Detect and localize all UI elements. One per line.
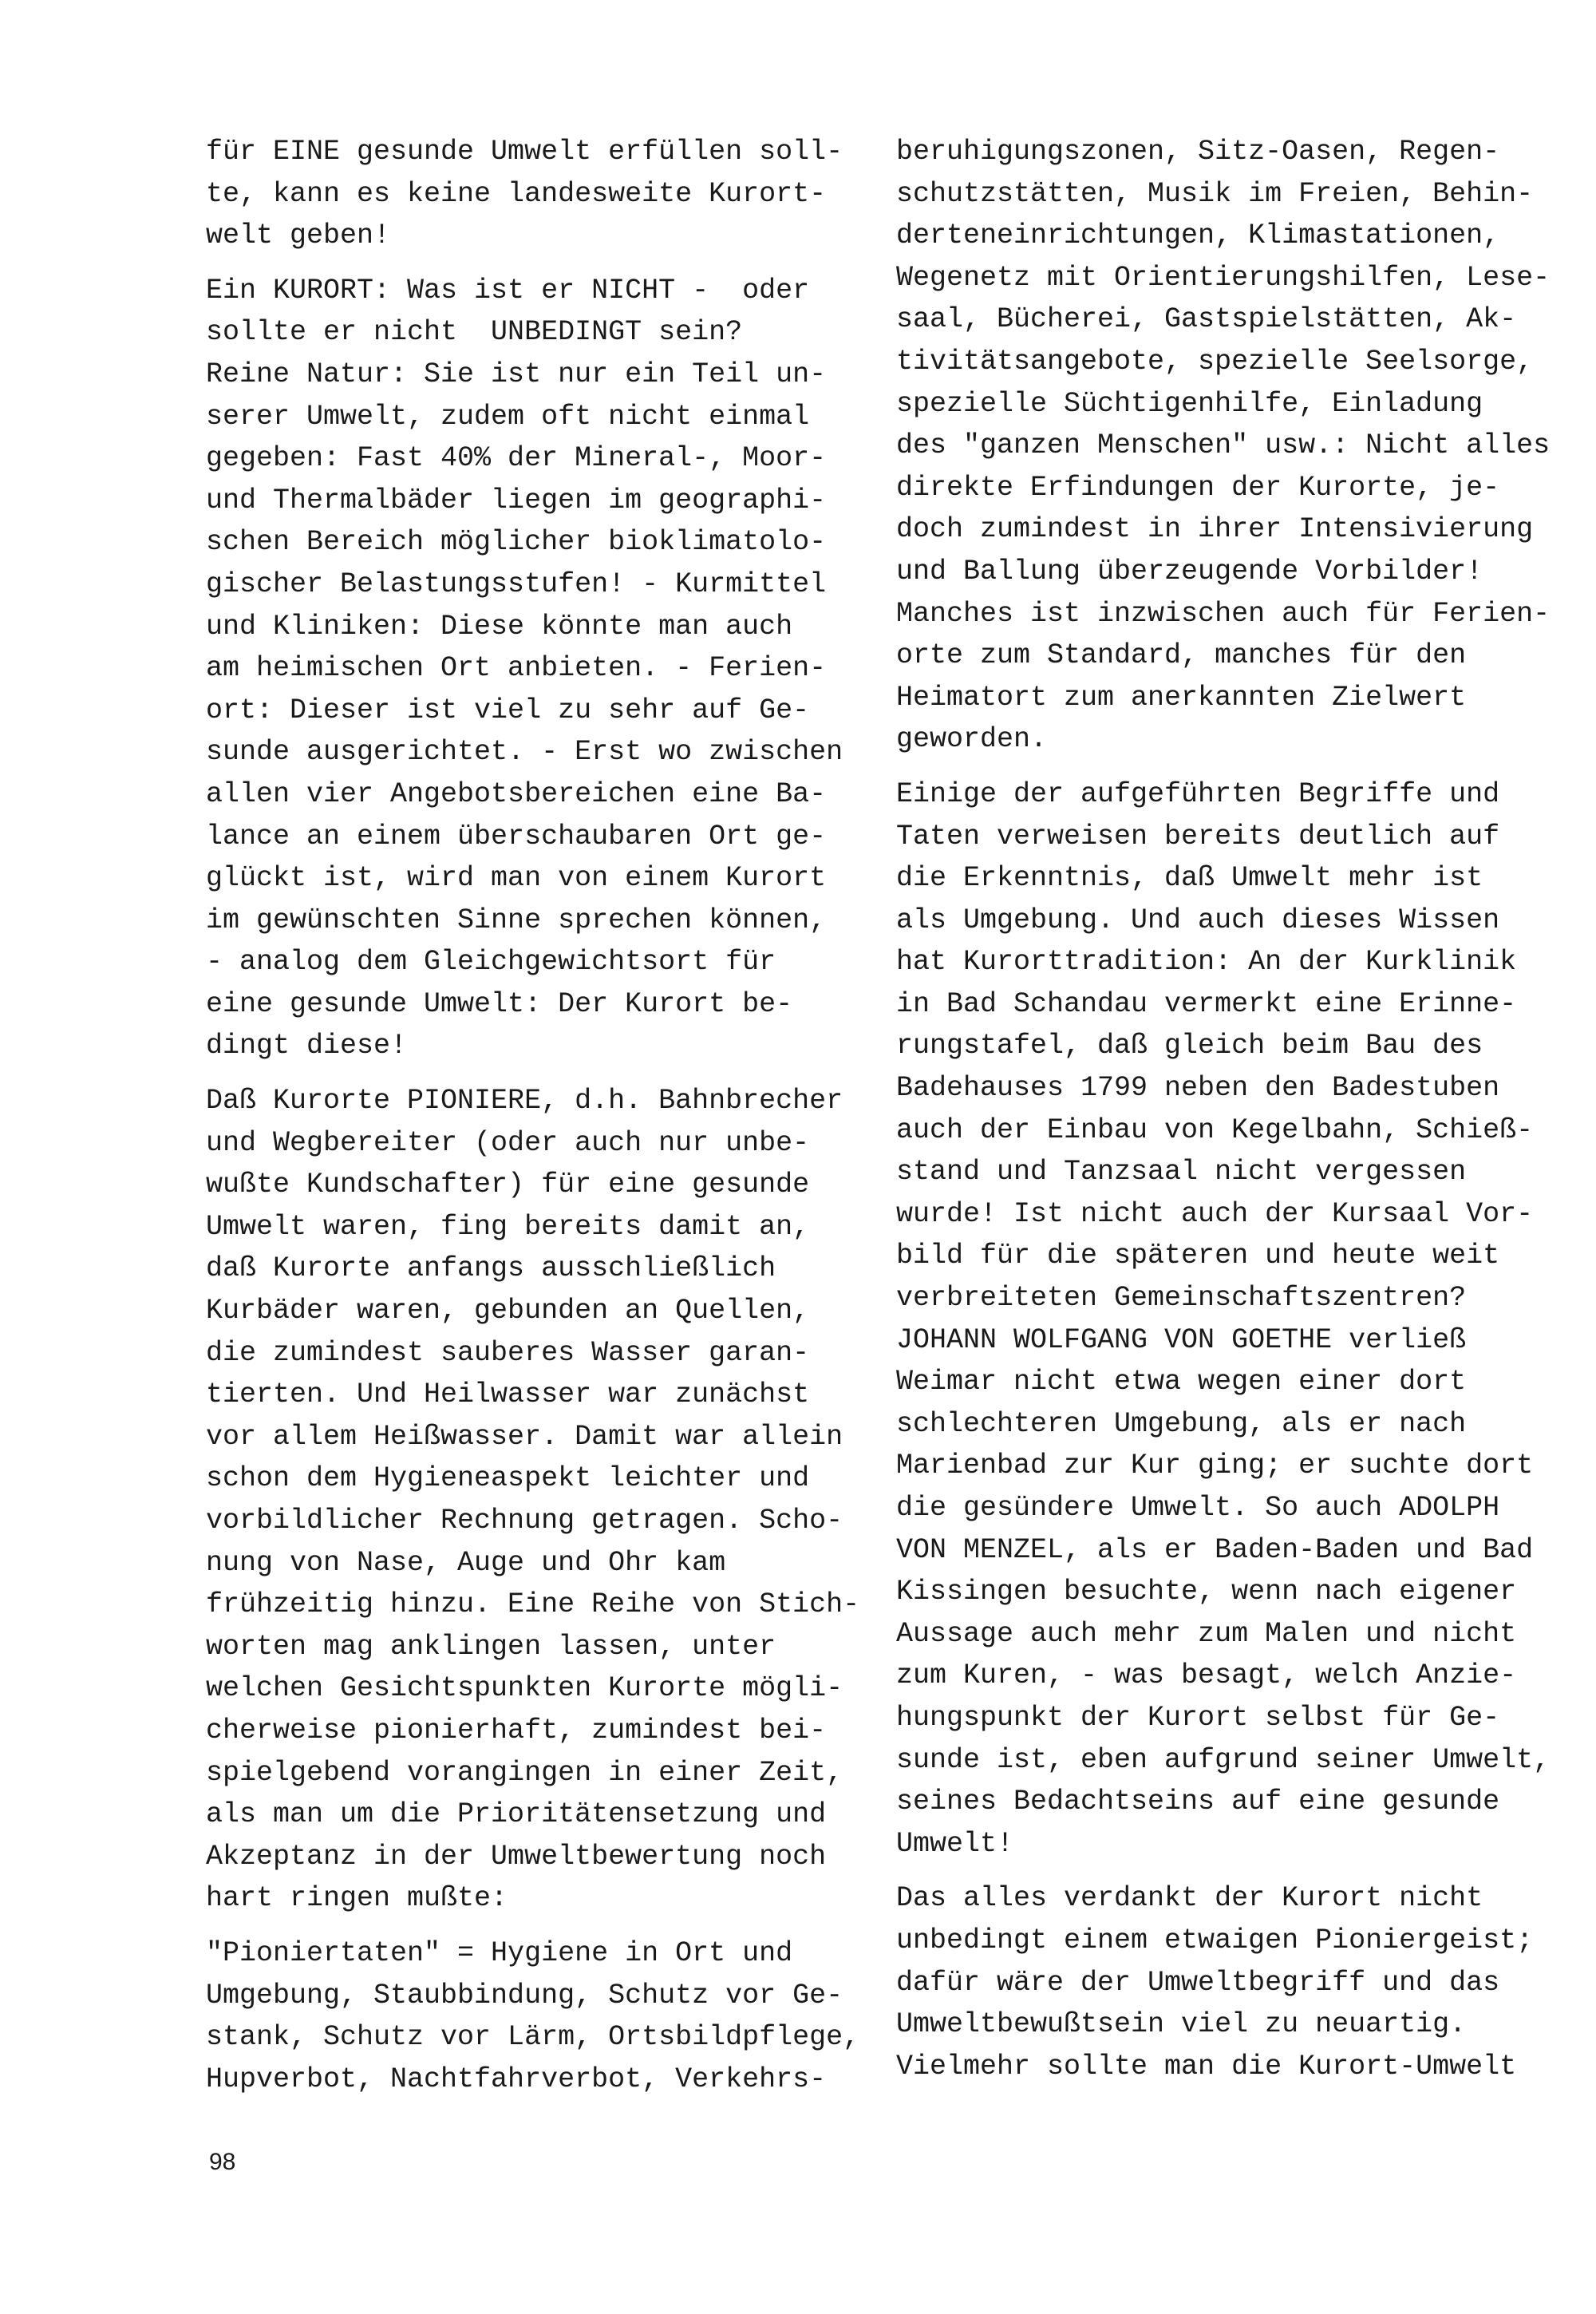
paragraph: [896, 1877, 1550, 2087]
text-line: verbreiteten Gemeinschaftszentren?: [896, 1282, 1467, 1315]
text-line: Einige der aufgeführten Begriffe und: [896, 777, 1500, 810]
text-line: rungstafel, daß gleich beim Bau des: [896, 1030, 1483, 1062]
text-line: am heimischen Ort anbieten. - Ferien-: [206, 652, 827, 685]
text-line: wurde! Ist nicht auch der Kursaal Vor-: [896, 1197, 1534, 1230]
text-line: Kissingen besuchte, wenn nach eigener: [896, 1576, 1517, 1608]
text-line: nung von Nase, Auge und Ohr kam: [206, 1546, 726, 1579]
text-line: im gewünschten Sinne sprechen können,: [206, 904, 827, 936]
text-line: orte zum Standard, manches für den: [896, 639, 1467, 672]
text-line: Ein KURORT: Was ist er NICHT - oder: [206, 274, 810, 307]
text-line: Daß Kurorte PIONIERE, d.h. Bahnbrecher: [206, 1085, 843, 1117]
text-line: Umwelt waren, fing bereits damit an,: [206, 1210, 810, 1243]
text-line: in Bad Schandau vermerkt eine Erinne-: [896, 987, 1517, 1020]
text-line: "Pioniertaten" = Hygiene in Ort und: [206, 1936, 793, 1969]
text-line: spezielle Süchtigenhilfe, Einladung: [896, 387, 1483, 420]
text-line: Umwelt!: [896, 1827, 1014, 1860]
text-line: derteneinrichtungen, Klimastationen,: [896, 220, 1500, 252]
text-line: sollte er nicht UNBEDINGT sein?: [206, 316, 743, 349]
text-line: und Kliniken: Diese könnte man auch: [206, 610, 793, 643]
text-line: auch der Einbau von Kegelbahn, Schieß-: [896, 1113, 1534, 1146]
text-line: Das alles verdankt der Kurort nicht: [896, 1882, 1483, 1915]
text-line: seines Bedachtseins auf eine gesunde: [896, 1786, 1500, 1818]
paragraph: [896, 131, 1550, 761]
text-line: Manches ist inzwischen auch für Ferien-: [896, 597, 1551, 630]
text-line: ort: Dieser ist viel zu sehr auf Ge-: [206, 694, 810, 726]
text-line: Taten verweisen bereits deutlich auf: [896, 820, 1500, 852]
paragraph: [206, 1932, 859, 2100]
text-line: gegeben: Fast 40% der Mineral-, Moor-: [206, 442, 827, 475]
text-line: des "ganzen Menschen" usw.: Nicht alles: [896, 429, 1551, 462]
paragraph: [896, 773, 1550, 1865]
text-line: hat Kurorttradition: An der Kurklinik: [896, 946, 1517, 979]
text-line: Kurbäder waren, gebunden an Quellen,: [206, 1295, 810, 1327]
text-line: serer Umwelt, zudem oft nicht einmal: [206, 400, 810, 433]
text-line: und Thermalbäder liegen im geographi-: [206, 484, 827, 516]
text-line: VON MENZEL, als er Baden-Baden und Bad: [896, 1533, 1534, 1566]
text-line: die gesündere Umwelt. So auch ADOLPH: [896, 1492, 1500, 1524]
text-line: welchen Gesichtspunkten Kurorte mögli-: [206, 1672, 843, 1705]
text-line: hungspunkt der Kurort selbst für Ge-: [896, 1701, 1500, 1734]
text-line: Reine Natur: Sie ist nur ein Teil un-: [206, 358, 827, 390]
text-line: Marienbad zur Kur ging; er suchte dort: [896, 1450, 1534, 1482]
text-line: vor allem Heißwasser. Damit war allein: [206, 1420, 843, 1453]
text-line: - analog dem Gleichgewichtsort für: [206, 946, 776, 979]
text-line: te, kann es keine landesweite Kurort-: [206, 177, 827, 210]
page-number: 98: [209, 2149, 236, 2175]
text-line: wußte Kundschafter) für eine gesunde: [206, 1169, 810, 1201]
text-line: glückt ist, wird man von einem Kurort: [206, 862, 827, 895]
text-line: die zumindest sauberes Wasser garan-: [206, 1336, 810, 1369]
text-line: dingt diese!: [206, 1030, 408, 1062]
paragraph: [206, 270, 859, 1067]
text-line: Umweltbewußtsein viel zu neuartig.: [896, 2008, 1467, 2041]
text-line: als man um die Prioritätensetzung und: [206, 1798, 827, 1831]
text-line: geworden.: [896, 723, 1048, 756]
paragraph: [206, 131, 859, 257]
text-line: vorbildlicher Rechnung getragen. Scho-: [206, 1505, 843, 1537]
text-line: worten mag anklingen lassen, unter: [206, 1630, 776, 1663]
text-line: Akzeptanz in der Umweltbewertung noch: [206, 1840, 827, 1873]
text-line: frühzeitig hinzu. Eine Reihe von Stich-: [206, 1588, 860, 1621]
text-line: schon dem Hygieneaspekt leichter und: [206, 1462, 810, 1495]
text-line: hart ringen mußte:: [206, 1882, 508, 1915]
text-line: Hupverbot, Nachtfahrverbot, Verkehrs-: [206, 2063, 827, 2095]
text-line: schen Bereich möglicher bioklimatolo-: [206, 526, 827, 559]
text-line: und Wegbereiter (oder auch nur unbe-: [206, 1126, 810, 1159]
left-column: [206, 131, 859, 2113]
text-line: schutzstätten, Musik im Freien, Behin-: [896, 177, 1534, 210]
text-line: lance an einem überschaubaren Ort ge-: [206, 820, 827, 852]
text-line: stand und Tanzsaal nicht vergessen: [896, 1156, 1467, 1189]
text-line: als Umgebung. Und auch dieses Wissen: [896, 904, 1500, 936]
text-line: schlechteren Umgebung, als er nach: [896, 1407, 1467, 1440]
text-line: und Ballung überzeugende Vorbilder!: [896, 555, 1483, 587]
text-line: saal, Bücherei, Gastspielstätten, Ak-: [896, 303, 1517, 336]
text-line: direkte Erfindungen der Kurorte, je-: [896, 471, 1500, 504]
text-line: Aussage auch mehr zum Malen und nicht: [896, 1617, 1517, 1650]
text-line: tierten. Und Heilwasser war zunächst: [206, 1379, 810, 1411]
text-line: Vielmehr sollte man die Kurort-Umwelt: [896, 2050, 1517, 2083]
text-line: tivitätsangebote, spezielle Seelsorge,: [896, 345, 1534, 378]
text-line: zum Kuren, - was besagt, welch Anzie-: [896, 1659, 1517, 1692]
text-line: Heimatort zum anerkannten Zielwert: [896, 681, 1467, 714]
text-line: Weimar nicht etwa wegen einer dort: [896, 1366, 1467, 1398]
text-line: für EINE gesunde Umwelt erfüllen soll-: [206, 136, 843, 168]
paragraph: [206, 1080, 859, 1920]
text-line: gischer Belastungsstufen! - Kurmittel: [206, 568, 827, 600]
text-line: JOHANN WOLFGANG VON GOETHE verließ: [896, 1323, 1467, 1356]
text-line: cherweise pionierhaft, zumindest bei-: [206, 1714, 827, 1746]
text-line: beruhigungszonen, Sitz-Oasen, Regen-: [896, 136, 1500, 168]
text-line: die Erkenntnis, daß Umwelt mehr ist: [896, 862, 1483, 895]
text-line: sunde ausgerichtet. - Erst wo zwischen: [206, 736, 843, 769]
text-line: dafür wäre der Umweltbegriff und das: [896, 1966, 1500, 1999]
text-line: Umgebung, Staubbindung, Schutz vor Ge-: [206, 1979, 843, 2011]
text-line: Badehauses 1799 neben den Badestuben: [896, 1072, 1500, 1105]
text-line: eine gesunde Umwelt: Der Kurort be-: [206, 987, 793, 1020]
text-line: Wegenetz mit Orientierungshilfen, Lese-: [896, 261, 1551, 294]
text-line: daß Kurorte anfangs ausschließlich: [206, 1252, 776, 1285]
text-line: sunde ist, eben aufgrund seiner Umwelt,: [896, 1743, 1551, 1776]
text-line: unbedingt einem etwaigen Pioniergeist;: [896, 1924, 1534, 1956]
text-line: doch zumindest in ihrer Intensivierung: [896, 513, 1534, 546]
text-line: bild für die späteren und heute weit: [896, 1240, 1500, 1272]
text-line: stank, Schutz vor Lärm, Ortsbildpflege,: [206, 2021, 860, 2054]
text-line: welt geben!: [206, 220, 391, 252]
text-line: spielgebend vorangingen in einer Zeit,: [206, 1756, 843, 1789]
text-line: allen vier Angebotsbereichen eine Ba-: [206, 777, 827, 810]
right-column: [896, 131, 1550, 2100]
